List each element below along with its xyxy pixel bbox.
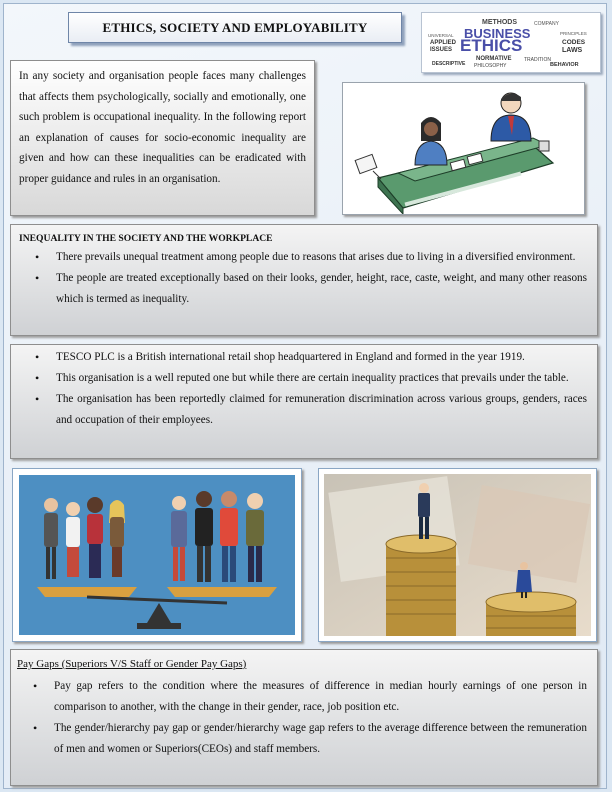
wordcloud-word: BUSINESS <box>464 26 531 41</box>
wordcloud-word: PHILOSOPHY <box>474 63 507 69</box>
business-ethics-wordcloud <box>421 12 601 73</box>
tesco-section <box>10 344 598 459</box>
list-item: • The people are treated exceptionally based on their looks, gender, height, race, caste, weight, and many other reasons which is termed as inequality. <box>19 268 587 310</box>
tesco-list <box>19 347 587 431</box>
title-banner <box>68 12 402 43</box>
wordcloud-word: CODES <box>562 39 586 46</box>
wordcloud-word: ETHICS <box>460 36 523 55</box>
scale-drawing <box>19 475 295 635</box>
wordcloud-word: NORMATIVE <box>476 56 512 62</box>
wordcloud-word: DESCRIPTIVE <box>432 61 466 67</box>
short-coin-stack <box>486 592 576 636</box>
wordcloud-word: PRINCIPLES <box>560 31 587 36</box>
pay-gap-heading: Pay Gaps (Superiors V/S Staff or Gender Pay Gaps) <box>17 658 247 670</box>
office-drawing <box>343 83 584 214</box>
tall-coin-stack <box>386 535 456 636</box>
list-item: • TESCO PLC is a British international retail shop headquartered in England and formed in the year 1919. <box>19 347 587 368</box>
wordcloud-word: METHODS <box>482 19 517 26</box>
coins-drawing <box>324 474 591 636</box>
pay-gap-coins-photo <box>318 468 597 642</box>
list-item: • This organisation is a well reputed one but while there are certain inequality practices that prevails under the table. <box>19 368 587 389</box>
wordcloud-word: UNIVERSAL <box>428 33 454 38</box>
inequality-section <box>10 224 598 336</box>
equality-scale-illustration <box>12 468 302 642</box>
wordcloud-word: COMPANY <box>534 21 559 27</box>
wordcloud-word: ISSUES <box>430 47 453 53</box>
inequality-list <box>19 247 587 310</box>
intro-paragraph: In any society and organisation people faces many challenges that affects them psychologically, socially and emotionally, one such problem is occupational inequality. In the following report an explanation of causes for socio-economic inequality are given and how can these inequalities can be eradicated with proper guidance and rules in an organisation. <box>19 70 306 185</box>
pay-gap-list <box>17 676 587 760</box>
wordcloud-word: LAWS <box>562 47 583 54</box>
list-item: • The gender/hierarchy pay gap or gender/hierarchy wage gap refers to the average difference between the remuneration of men and women or Superiors(CEOs) and staff members. <box>17 718 587 760</box>
inequality-heading: INEQUALITY IN THE SOCIETY AND THE WORKPLACE <box>19 233 273 244</box>
list-item: • There prevails unequal treatment among people due to reasons that arises due to living in a diversified environment. <box>19 247 587 268</box>
wordcloud-word: BEHAVIOR <box>550 62 579 68</box>
wordcloud-word: APPLIED <box>430 40 457 46</box>
list-item: • Pay gap refers to the condition where the measures of difference in median hourly earnings of one person in comparison to another, with the change in their gender, race, job position etc. <box>17 676 587 718</box>
list-item: • The organisation has been reportedly claimed for remuneration discrimination across various groups, genders, races and occupation of their employees. <box>19 389 587 431</box>
page-title: ETHICS, SOCIETY AND EMPLOYABILITY <box>102 19 368 35</box>
office-illustration <box>342 82 585 215</box>
pay-gap-section <box>10 649 598 786</box>
wordcloud-word: TRADITION <box>524 57 551 63</box>
intro-text-box <box>10 60 315 216</box>
